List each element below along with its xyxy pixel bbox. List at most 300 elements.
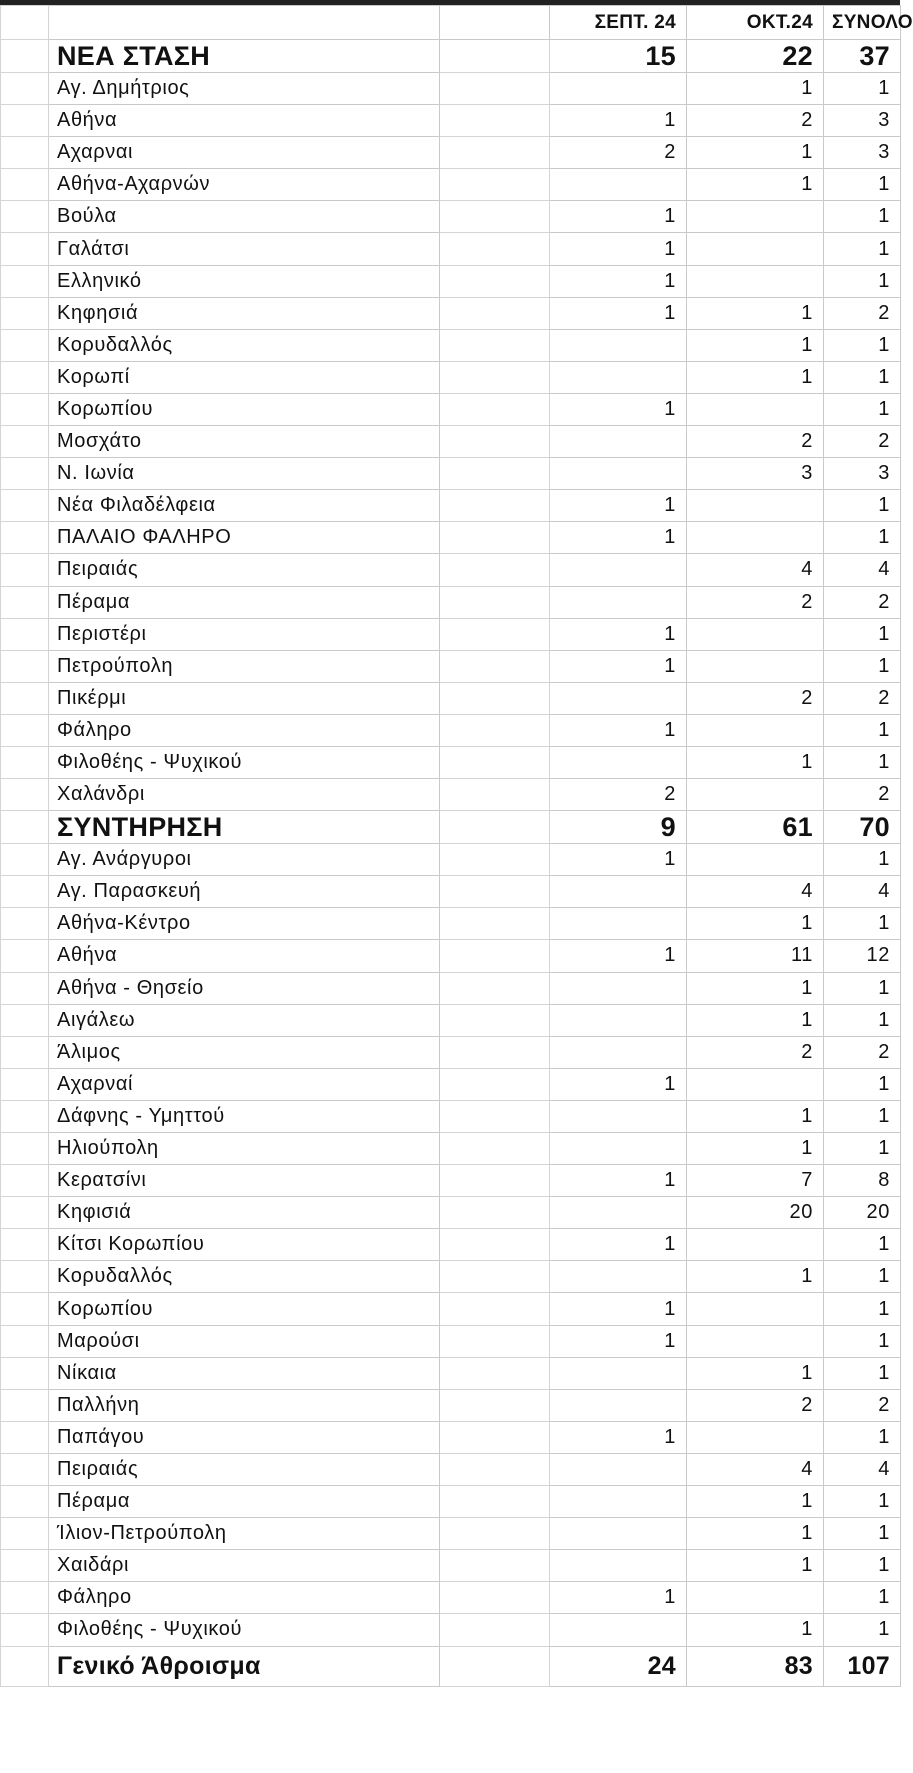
header-total-cell[interactable]: ΣΥΝΟΛΟ [824,6,901,40]
row-index-cell[interactable] [1,779,49,811]
empty-cell[interactable] [440,1325,550,1357]
sep-value-cell[interactable] [550,554,687,586]
row-index-cell[interactable] [1,1614,49,1646]
oct-value-cell[interactable]: 20 [687,1197,824,1229]
empty-cell[interactable] [440,1165,550,1197]
oct-value-cell[interactable]: 1 [687,329,824,361]
row-index-cell[interactable] [1,1100,49,1132]
sep-value-cell[interactable]: 1 [550,490,687,522]
area-name-cell[interactable]: Παπάγου [49,1421,440,1453]
row-index-cell[interactable] [1,1293,49,1325]
oct-value-cell[interactable] [687,618,824,650]
total-value-cell[interactable]: 1 [824,169,901,201]
total-value-cell[interactable]: 1 [824,908,901,940]
empty-cell[interactable] [440,1453,550,1485]
sep-value-cell[interactable]: 1 [550,1582,687,1614]
row-index-cell[interactable] [1,1133,49,1165]
sep-value-cell[interactable]: 1 [550,650,687,682]
oct-value-cell[interactable] [687,844,824,876]
total-value-cell[interactable]: 1 [824,1486,901,1518]
oct-value-cell[interactable] [687,1068,824,1100]
total-value-cell[interactable]: 1 [824,714,901,746]
total-value-cell[interactable]: 1 [824,1518,901,1550]
empty-cell[interactable] [440,73,550,105]
area-name-cell[interactable]: Αγ. Παρασκευή [49,876,440,908]
total-value-cell[interactable]: 1 [824,1261,901,1293]
sep-value-cell[interactable] [550,1197,687,1229]
area-name-cell[interactable]: Παλλήνη [49,1389,440,1421]
oct-value-cell[interactable]: 2 [687,1389,824,1421]
row-index-cell[interactable] [1,458,49,490]
total-value-cell[interactable]: 1 [824,233,901,265]
area-name-cell[interactable]: Αιγάλεω [49,1004,440,1036]
total-value-cell[interactable]: 1 [824,393,901,425]
sep-value-cell[interactable]: 1 [550,1325,687,1357]
sep-value-cell[interactable] [550,1614,687,1646]
oct-value-cell[interactable]: 1 [687,297,824,329]
total-value-cell[interactable]: 20 [824,1197,901,1229]
oct-value-cell[interactable]: 1 [687,361,824,393]
area-name-cell[interactable]: Πετρούπολη [49,650,440,682]
oct-value-cell[interactable] [687,1293,824,1325]
total-value-cell[interactable]: 1 [824,1421,901,1453]
oct-value-cell[interactable]: 83 [687,1646,824,1686]
sep-value-cell[interactable]: 1 [550,105,687,137]
area-name-cell[interactable]: Κορωπίου [49,393,440,425]
sep-value-cell[interactable]: 1 [550,1293,687,1325]
oct-value-cell[interactable]: 2 [687,586,824,618]
oct-value-cell[interactable] [687,714,824,746]
sep-value-cell[interactable]: 1 [550,618,687,650]
row-index-cell[interactable] [1,1486,49,1518]
total-value-cell[interactable]: 4 [824,1453,901,1485]
row-index-cell[interactable] [1,393,49,425]
row-index-cell[interactable] [1,1004,49,1036]
total-value-cell[interactable]: 4 [824,876,901,908]
area-name-cell[interactable]: Άλιμος [49,1036,440,1068]
row-index-cell[interactable] [1,265,49,297]
row-index-cell[interactable] [1,169,49,201]
total-value-cell[interactable]: 12 [824,940,901,972]
row-index-cell[interactable] [1,876,49,908]
oct-value-cell[interactable]: 1 [687,1486,824,1518]
empty-cell[interactable] [440,1486,550,1518]
total-value-cell[interactable]: 3 [824,458,901,490]
row-index-cell[interactable] [1,361,49,393]
row-index-cell[interactable] [1,972,49,1004]
area-name-cell[interactable]: Κορυδαλλός [49,329,440,361]
header-sep-cell[interactable]: ΣΕΠΤ. 24 [550,6,687,40]
total-value-cell[interactable]: 107 [824,1646,901,1686]
oct-value-cell[interactable] [687,1325,824,1357]
total-value-cell[interactable]: 2 [824,297,901,329]
row-index-cell[interactable] [1,1421,49,1453]
total-value-cell[interactable]: 1 [824,361,901,393]
sep-value-cell[interactable]: 1 [550,233,687,265]
sep-value-cell[interactable] [550,908,687,940]
row-index-cell[interactable] [1,908,49,940]
empty-cell[interactable] [440,1582,550,1614]
sep-value-cell[interactable] [550,1100,687,1132]
sep-value-cell[interactable] [550,1036,687,1068]
empty-cell[interactable] [440,1261,550,1293]
area-name-cell[interactable]: Φάληρο [49,1582,440,1614]
area-name-cell[interactable]: Πικέρμι [49,682,440,714]
oct-value-cell[interactable] [687,1582,824,1614]
empty-cell[interactable] [440,1036,550,1068]
empty-cell[interactable] [440,329,550,361]
oct-value-cell[interactable] [687,522,824,554]
total-value-cell[interactable]: 1 [824,329,901,361]
sep-value-cell[interactable]: 1 [550,297,687,329]
row-index-cell[interactable] [1,682,49,714]
oct-value-cell[interactable]: 1 [687,73,824,105]
area-name-cell[interactable]: Κερατσίνι [49,1165,440,1197]
row-index-cell[interactable] [1,618,49,650]
area-name-cell[interactable]: Αχαρναι [49,137,440,169]
total-value-cell[interactable]: 1 [824,1068,901,1100]
row-index-cell[interactable] [1,746,49,778]
sep-value-cell[interactable]: 9 [550,811,687,844]
area-name-cell[interactable]: Κορυδαλλός [49,1261,440,1293]
area-name-cell[interactable]: Φάληρο [49,714,440,746]
sep-value-cell[interactable]: 1 [550,714,687,746]
empty-cell[interactable] [440,393,550,425]
sep-value-cell[interactable] [550,876,687,908]
row-index-cell[interactable] [1,1229,49,1261]
header-name-cell[interactable] [49,6,440,40]
total-value-cell[interactable]: 1 [824,1229,901,1261]
sep-value-cell[interactable]: 2 [550,779,687,811]
oct-value-cell[interactable]: 1 [687,1614,824,1646]
area-name-cell[interactable]: Πειραιάς [49,1453,440,1485]
total-value-cell[interactable]: 1 [824,201,901,233]
row-index-cell[interactable] [1,490,49,522]
area-name-cell[interactable]: Πέραμα [49,1486,440,1518]
total-value-cell[interactable]: 1 [824,844,901,876]
empty-cell[interactable] [440,1646,550,1686]
area-name-cell[interactable]: Φιλοθέης - Ψυχικού [49,1614,440,1646]
sep-value-cell[interactable]: 1 [550,1421,687,1453]
total-value-cell[interactable]: 8 [824,1165,901,1197]
empty-cell[interactable] [440,811,550,844]
empty-cell[interactable] [440,682,550,714]
oct-value-cell[interactable]: 2 [687,682,824,714]
sep-value-cell[interactable] [550,586,687,618]
row-index-cell[interactable] [1,1389,49,1421]
total-value-cell[interactable]: 1 [824,265,901,297]
area-name-cell[interactable]: Φιλοθέης - Ψυχικού [49,746,440,778]
area-name-cell[interactable]: Κορωπί [49,361,440,393]
area-name-cell[interactable]: Αχαρναί [49,1068,440,1100]
total-value-cell[interactable]: 4 [824,554,901,586]
area-name-cell[interactable]: Γαλάτσι [49,233,440,265]
empty-cell[interactable] [440,1068,550,1100]
area-name-cell[interactable]: Κηφισιά [49,1197,440,1229]
sep-value-cell[interactable] [550,73,687,105]
sep-value-cell[interactable] [550,169,687,201]
area-name-cell[interactable]: Αγ. Δημήτριος [49,73,440,105]
empty-cell[interactable] [440,779,550,811]
sep-value-cell[interactable]: 1 [550,393,687,425]
empty-cell[interactable] [440,169,550,201]
total-value-cell[interactable]: 2 [824,1389,901,1421]
total-value-cell[interactable]: 1 [824,1357,901,1389]
empty-cell[interactable] [440,940,550,972]
oct-value-cell[interactable]: 2 [687,1036,824,1068]
area-name-cell[interactable]: ΝΕΑ ΣΤΑΣΗ [49,40,440,73]
row-index-cell[interactable] [1,297,49,329]
empty-cell[interactable] [440,908,550,940]
oct-value-cell[interactable]: 4 [687,554,824,586]
area-name-cell[interactable]: Ηλιούπολη [49,1133,440,1165]
sep-value-cell[interactable] [550,426,687,458]
sep-value-cell[interactable]: 1 [550,940,687,972]
sep-value-cell[interactable]: 1 [550,522,687,554]
header-oct-cell[interactable]: ΟΚΤ.24 [687,6,824,40]
empty-cell[interactable] [440,105,550,137]
sep-value-cell[interactable] [550,458,687,490]
row-index-cell[interactable] [1,1165,49,1197]
oct-value-cell[interactable] [687,490,824,522]
oct-value-cell[interactable]: 2 [687,426,824,458]
area-name-cell[interactable]: Πέραμα [49,586,440,618]
total-value-cell[interactable]: 2 [824,586,901,618]
row-index-cell[interactable] [1,1036,49,1068]
empty-cell[interactable] [440,361,550,393]
total-value-cell[interactable]: 2 [824,1036,901,1068]
sep-value-cell[interactable] [550,746,687,778]
total-value-cell[interactable]: 1 [824,1550,901,1582]
row-index-cell[interactable] [1,233,49,265]
oct-value-cell[interactable]: 1 [687,1357,824,1389]
area-name-cell[interactable]: Ελληνικό [49,265,440,297]
oct-value-cell[interactable]: 11 [687,940,824,972]
area-name-cell[interactable]: Χαλάνδρι [49,779,440,811]
oct-value-cell[interactable]: 1 [687,137,824,169]
row-index-cell[interactable] [1,1357,49,1389]
oct-value-cell[interactable]: 3 [687,458,824,490]
empty-cell[interactable] [440,586,550,618]
total-value-cell[interactable]: 3 [824,137,901,169]
empty-cell[interactable] [440,746,550,778]
empty-cell[interactable] [440,1550,550,1582]
row-index-cell[interactable] [1,426,49,458]
sep-value-cell[interactable] [550,1550,687,1582]
sep-value-cell[interactable] [550,361,687,393]
total-value-cell[interactable]: 1 [824,73,901,105]
oct-value-cell[interactable]: 1 [687,746,824,778]
empty-cell[interactable] [440,1004,550,1036]
row-index-cell[interactable] [1,329,49,361]
sep-value-cell[interactable]: 15 [550,40,687,73]
empty-cell[interactable] [440,1229,550,1261]
sep-value-cell[interactable] [550,682,687,714]
row-index-cell[interactable] [1,1646,49,1686]
area-name-cell[interactable]: Αθήνα-Κέντρο [49,908,440,940]
empty-cell[interactable] [440,297,550,329]
area-name-cell[interactable]: Αθήνα - Θησείο [49,972,440,1004]
area-name-cell[interactable]: Βούλα [49,201,440,233]
sep-value-cell[interactable]: 1 [550,1165,687,1197]
area-name-cell[interactable]: Κίτσι Κορωπίου [49,1229,440,1261]
sep-value-cell[interactable]: 1 [550,1068,687,1100]
total-value-cell[interactable]: 1 [824,1614,901,1646]
empty-cell[interactable] [440,458,550,490]
empty-cell[interactable] [440,40,550,73]
area-name-cell[interactable]: Περιστέρι [49,618,440,650]
area-name-cell[interactable]: ΣΥΝΤΗΡΗΣΗ [49,811,440,844]
empty-cell[interactable] [440,1389,550,1421]
row-index-cell[interactable] [1,1453,49,1485]
empty-cell[interactable] [440,1357,550,1389]
area-name-cell[interactable]: Χαιδάρι [49,1550,440,1582]
empty-cell[interactable] [440,522,550,554]
sep-value-cell[interactable] [550,1261,687,1293]
sep-value-cell[interactable] [550,329,687,361]
empty-cell[interactable] [440,233,550,265]
empty-cell[interactable] [440,1421,550,1453]
total-value-cell[interactable]: 1 [824,1100,901,1132]
row-index-cell[interactable] [1,554,49,586]
sep-value-cell[interactable] [550,1133,687,1165]
area-name-cell[interactable]: Μαρούσι [49,1325,440,1357]
sep-value-cell[interactable] [550,1389,687,1421]
total-value-cell[interactable]: 1 [824,1325,901,1357]
total-value-cell[interactable]: 1 [824,972,901,1004]
empty-cell[interactable] [440,650,550,682]
sep-value-cell[interactable]: 1 [550,1229,687,1261]
total-value-cell[interactable]: 1 [824,1004,901,1036]
sep-value-cell[interactable] [550,972,687,1004]
empty-cell[interactable] [440,618,550,650]
row-index-cell[interactable] [1,522,49,554]
oct-value-cell[interactable]: 1 [687,972,824,1004]
oct-value-cell[interactable]: 4 [687,1453,824,1485]
empty-cell[interactable] [440,1293,550,1325]
total-value-cell[interactable]: 70 [824,811,901,844]
total-value-cell[interactable]: 1 [824,650,901,682]
sep-value-cell[interactable] [550,1486,687,1518]
area-name-cell[interactable]: Γενικό Άθροισμα [49,1646,440,1686]
oct-value-cell[interactable]: 1 [687,1004,824,1036]
empty-cell[interactable] [440,490,550,522]
empty-cell[interactable] [440,554,550,586]
area-name-cell[interactable]: Δάφνης - Υμηττού [49,1100,440,1132]
oct-value-cell[interactable]: 2 [687,105,824,137]
sep-value-cell[interactable]: 1 [550,201,687,233]
total-value-cell[interactable]: 2 [824,426,901,458]
oct-value-cell[interactable] [687,265,824,297]
oct-value-cell[interactable]: 1 [687,1518,824,1550]
row-index-cell[interactable] [1,1197,49,1229]
row-index-cell[interactable] [1,1518,49,1550]
row-index-cell[interactable] [1,73,49,105]
row-index-cell[interactable] [1,811,49,844]
row-index-cell[interactable] [1,40,49,73]
oct-value-cell[interactable]: 1 [687,1550,824,1582]
oct-value-cell[interactable] [687,1421,824,1453]
area-name-cell[interactable]: Κορωπίου [49,1293,440,1325]
total-value-cell[interactable]: 1 [824,746,901,778]
sep-value-cell[interactable]: 1 [550,844,687,876]
row-index-cell[interactable] [1,714,49,746]
total-value-cell[interactable]: 1 [824,522,901,554]
total-value-cell[interactable]: 1 [824,490,901,522]
row-index-cell[interactable] [1,586,49,618]
header-empty-cell[interactable] [440,6,550,40]
oct-value-cell[interactable] [687,393,824,425]
oct-value-cell[interactable]: 7 [687,1165,824,1197]
oct-value-cell[interactable]: 1 [687,169,824,201]
oct-value-cell[interactable] [687,779,824,811]
sep-value-cell[interactable]: 2 [550,137,687,169]
area-name-cell[interactable]: Ν. Ιωνία [49,458,440,490]
empty-cell[interactable] [440,426,550,458]
empty-cell[interactable] [440,714,550,746]
row-index-cell[interactable] [1,1325,49,1357]
oct-value-cell[interactable]: 1 [687,908,824,940]
area-name-cell[interactable]: Αθήνα-Αχαρνών [49,169,440,201]
area-name-cell[interactable]: Πειραιάς [49,554,440,586]
row-index-cell[interactable] [1,6,49,40]
row-index-cell[interactable] [1,1550,49,1582]
total-value-cell[interactable]: 1 [824,618,901,650]
row-index-cell[interactable] [1,1582,49,1614]
empty-cell[interactable] [440,1614,550,1646]
oct-value-cell[interactable] [687,201,824,233]
sep-value-cell[interactable] [550,1518,687,1550]
empty-cell[interactable] [440,201,550,233]
area-name-cell[interactable]: Ίλιον-Πετρούπολη [49,1518,440,1550]
area-name-cell[interactable]: Κηφησιά [49,297,440,329]
oct-value-cell[interactable]: 61 [687,811,824,844]
empty-cell[interactable] [440,137,550,169]
sep-value-cell[interactable] [550,1357,687,1389]
empty-cell[interactable] [440,1133,550,1165]
row-index-cell[interactable] [1,137,49,169]
total-value-cell[interactable]: 1 [824,1582,901,1614]
sep-value-cell[interactable]: 24 [550,1646,687,1686]
oct-value-cell[interactable]: 22 [687,40,824,73]
row-index-cell[interactable] [1,940,49,972]
oct-value-cell[interactable]: 4 [687,876,824,908]
empty-cell[interactable] [440,1100,550,1132]
empty-cell[interactable] [440,844,550,876]
row-index-cell[interactable] [1,1261,49,1293]
sep-value-cell[interactable] [550,1004,687,1036]
row-index-cell[interactable] [1,105,49,137]
empty-cell[interactable] [440,876,550,908]
total-value-cell[interactable]: 3 [824,105,901,137]
empty-cell[interactable] [440,265,550,297]
total-value-cell[interactable]: 2 [824,682,901,714]
empty-cell[interactable] [440,972,550,1004]
sep-value-cell[interactable] [550,1453,687,1485]
row-index-cell[interactable] [1,650,49,682]
area-name-cell[interactable]: Νέα Φιλαδέλφεια [49,490,440,522]
sep-value-cell[interactable]: 1 [550,265,687,297]
row-index-cell[interactable] [1,1068,49,1100]
empty-cell[interactable] [440,1518,550,1550]
row-index-cell[interactable] [1,844,49,876]
total-value-cell[interactable]: 37 [824,40,901,73]
oct-value-cell[interactable]: 1 [687,1100,824,1132]
area-name-cell[interactable]: Μοσχάτο [49,426,440,458]
area-name-cell[interactable]: Αγ. Ανάργυροι [49,844,440,876]
area-name-cell[interactable]: Νίκαια [49,1357,440,1389]
oct-value-cell[interactable]: 1 [687,1133,824,1165]
